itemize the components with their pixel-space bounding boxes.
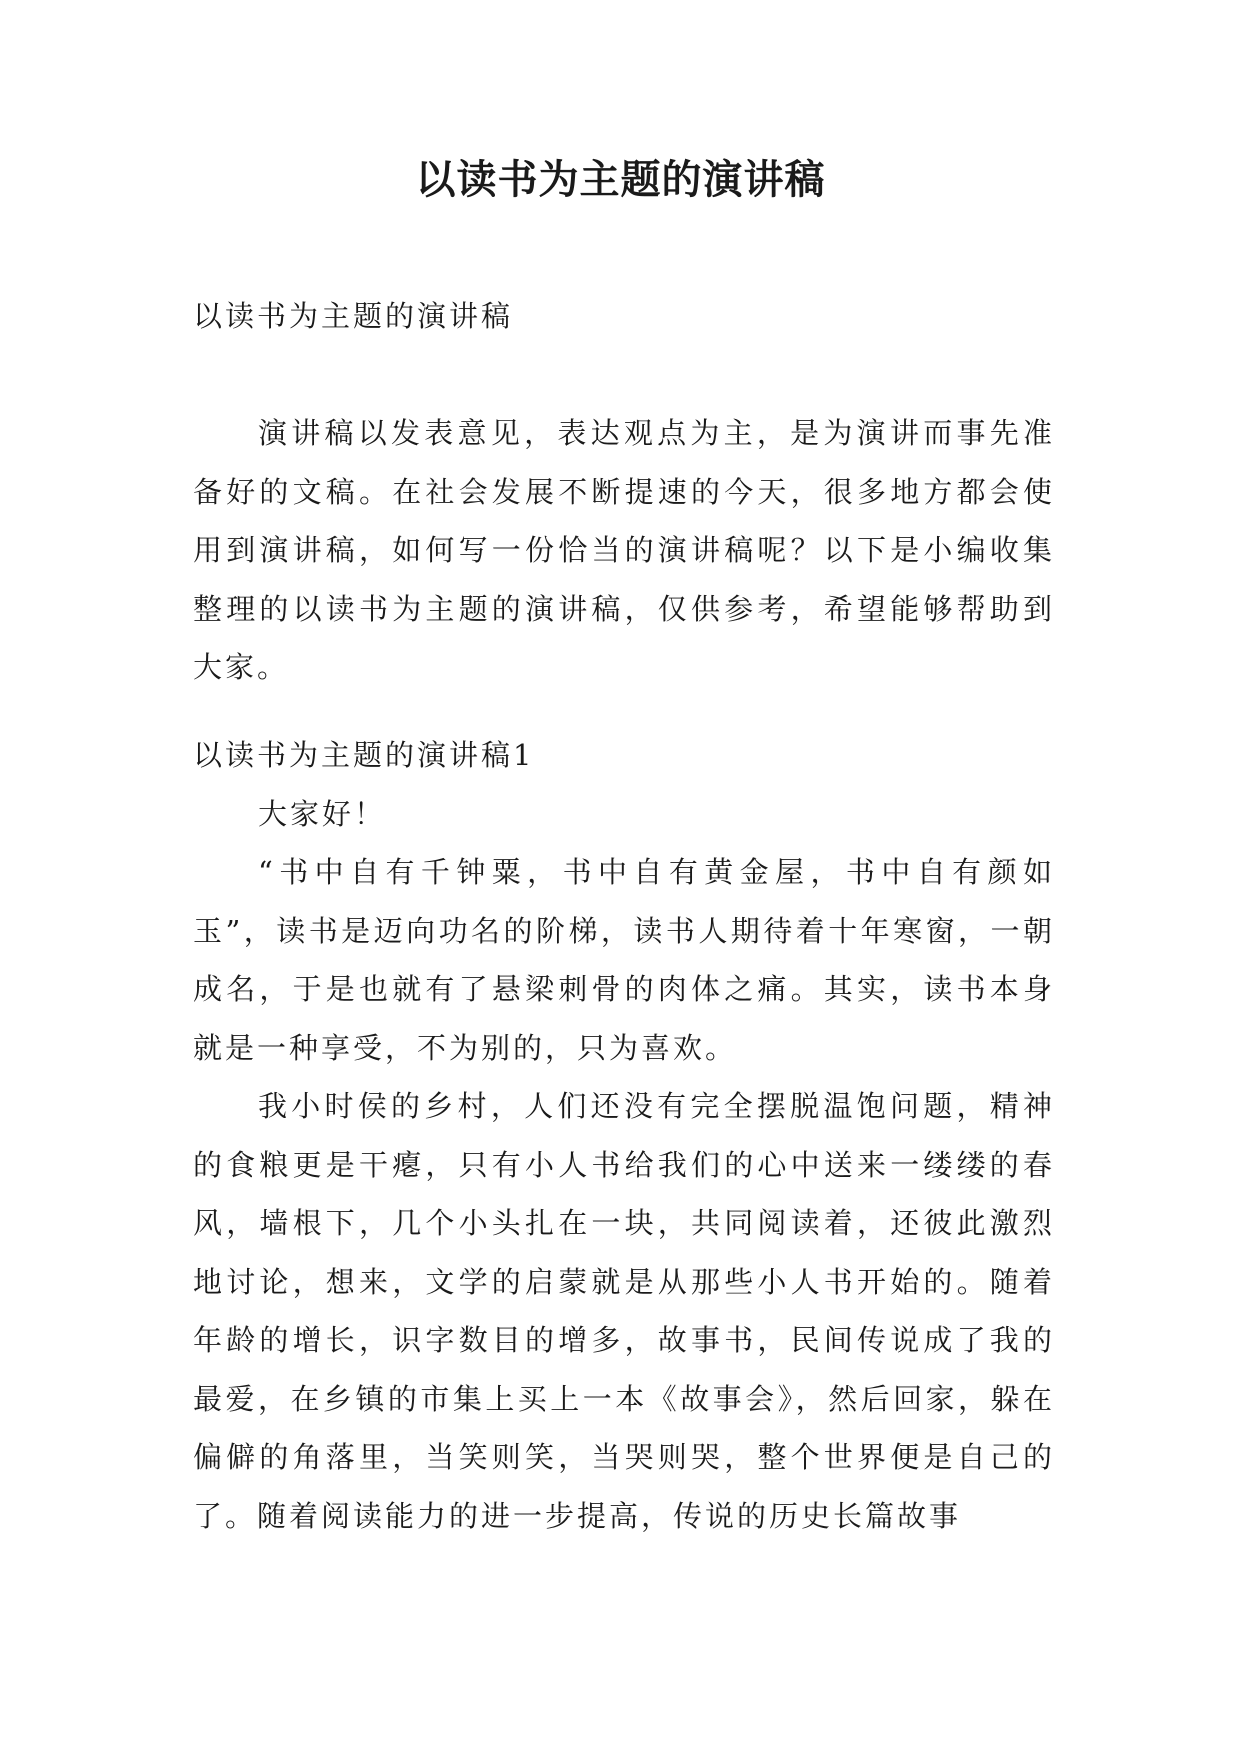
section-heading: 以读书为主题的演讲稿1 (193, 738, 535, 772)
document-title: 以读书为主题的演讲稿 (415, 156, 826, 203)
intro-paragraph: 演讲稿以发表意见，表达观点为主，是为演讲而事先准备好的文稿。在社会发展不断提速的今天，很多地方都会使用到演讲稿，如何写一份恰当的演讲稿呢？以下是小编收集整理的以读书为主题的演讲稿，仅供参考，希望能够帮助到大家。 (193, 416, 1055, 684)
speech-section (193, 726, 1055, 1545)
document-subtitle: 以读书为主题的演讲稿 (193, 299, 514, 333)
body-paragraph: “书中自有千钟粟，书中自有黄金屋，书中自有颜如玉”，读书是迈向功名的阶梯，读书人期待着十年寒窗，一朝成名，于是也就有了悬梁刺骨的肉体之痛。其实，读书本身就是一种享受，不为别的，只为喜欢。 (193, 855, 1055, 1065)
body-paragraph: 我小时侯的乡村，人们还没有完全摆脱温饱问题，精神的食粮更是干瘪，只有小人书给我们的心中送来一缕缕的春风，墙根下，几个小头扎在一块，共同阅读着，还彼此激烈地讨论，想来，文学的启蒙就是从那些小人书开始的。随着年龄的增长，识字数目的增多，故事书，民间传说成了我的最爱，在乡镇的市集上买上一本《故事会》，然后回家，躲在偏僻的角落里，当笑则笑，当哭则哭，整个世界便是自己的了。随着阅读能力的进一步提高，传说的历史长篇故事 (193, 1089, 1055, 1533)
greeting-line: 大家好！ (258, 796, 387, 831)
